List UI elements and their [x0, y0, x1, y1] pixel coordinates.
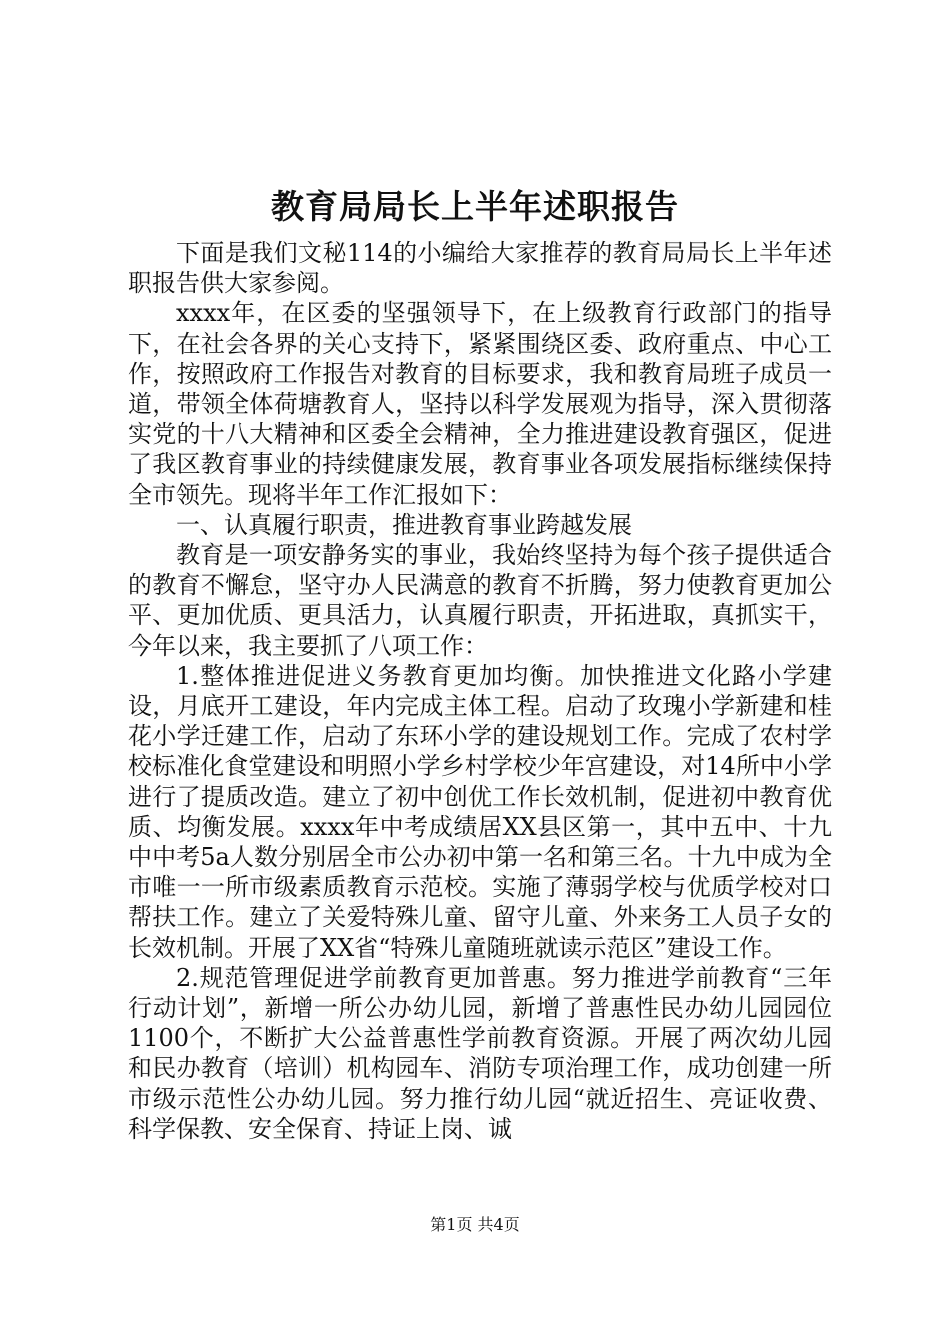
document-title: 教育局局长上半年述职报告 — [271, 187, 679, 226]
paragraph-section-intro: 教育是一项安静务实的事业，我始终坚持为每个孩子提供适合的教育不懈怠，坚守办人民满意的教育不折腾，努力使教育更加公平、更加优质、更具活力，认真履行职责，开拓进取，真抓实干，今年以来，我主要抓了八项工作： — [128, 541, 832, 660]
section-heading: 一、认真履行职责，推进教育事业跨越发展 — [176, 510, 632, 539]
paragraph-item-1: 1.整体推进促进义务教育更加均衡。加快推进文化路小学建设，月底开工建设，年内完成主体工程。启动了玫瑰小学新建和桂花小学迁建工作，启动了东环小学的建设规划工作。完成了农村学校标准化食堂建设和明照小学乡村学校少年宫建设，对14所中小学进行了提质改造。建立了初中创优工作长效机制，促进初中教育优质、均衡发展。xxxx年中考成绩居XX县区第一，其中五中、十九中中考5a人数分别居全市公办初中第一名和第三名。十九中成为全市唯一一所市级素质教育示范校。实施了薄弱学校与优质学校对口帮扶工作。建立了关爱特殊儿童、留守儿童、外来务工人员子女的长效机制。开展了XX省“特殊儿童随班就读示范区”建设工作。 — [128, 661, 832, 962]
paragraph-item-2: 2.规范管理促进学前教育更加普惠。努力推进学前教育“三年行动计划”，新增一所公办幼儿园，新增了普惠性民办幼儿园园位1100个，不断扩大公益普惠性学前教育资源。开展了两次幼儿园和民办教育（培训）机构园车、消防专项治理工作，成功创建一所市级示范性公办幼儿园。努力推行幼儿园“就近招生、亮证收费、科学保教、安全保育、持证上岗、诚 — [128, 963, 832, 1143]
page-number: 第1页 共4页 — [430, 1215, 520, 1234]
paragraph-overview: xxxx年，在区委的坚强领导下，在上级教育行政部门的指导下，在社会各界的关心支持下，紧紧围绕区委、政府重点、中心工作，按照政府工作报告对教育的目标要求，我和教育局班子成员一道，带领全体荷塘教育人，坚持以科学发展观为指导，深入贯彻落实党的十八大精神和区委全会精神，全力推进建设教育强区，促进了我区教育事业的持续健康发展，教育事业各项发展指标继续保持全市领先。现将半年工作汇报如下： — [128, 299, 832, 509]
paragraph-intro: 下面是我们文秘114的小编给大家推荐的教育局局长上半年述职报告供大家参阅。 — [128, 239, 832, 298]
document-body — [128, 238, 832, 1144]
